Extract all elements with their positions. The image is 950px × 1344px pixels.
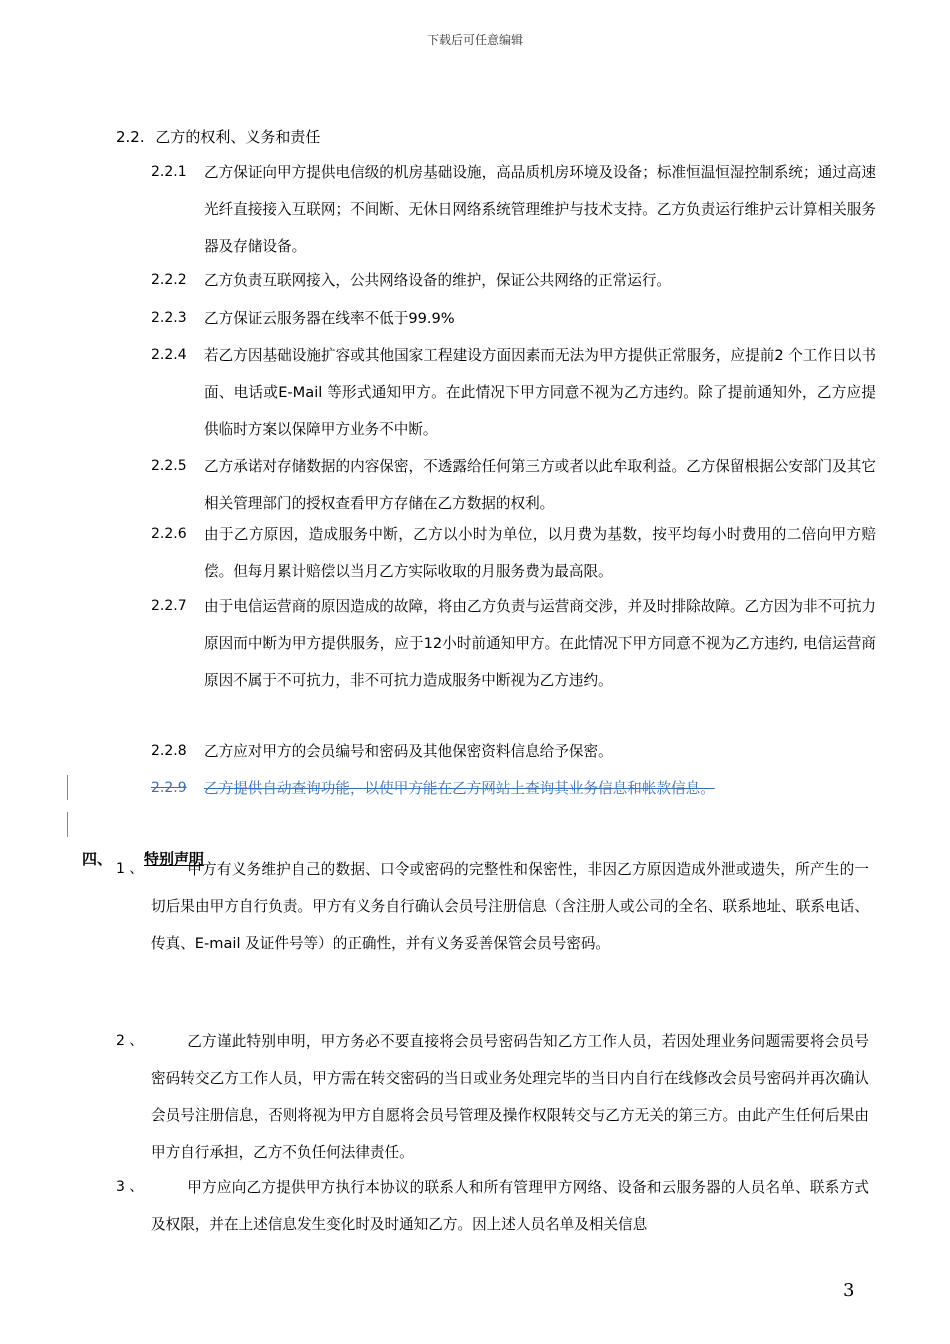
section-2-2-heading — [116, 125, 320, 149]
statement-number: 1 、 — [116, 861, 144, 877]
clause-text: 乙方负责互联网接入，公共网络设备的维护，保证公共网络的正常运行。 — [204, 272, 672, 289]
revision-bar — [67, 812, 68, 837]
revision-bar — [67, 775, 68, 800]
clause-text: 乙方应对甲方的会员编号和密码及其他保密资料信息给予保密。 — [204, 743, 613, 760]
statement-body: 甲方应向乙方提供甲方执行本协议的联系人和所有管理甲方网络、设备和云服务器的人员名单、联系方式及权限，并在上述信息发生变化时及时通知乙方。因上述人员名单及相关信息 — [151, 1179, 869, 1233]
section-number: 四、 — [82, 850, 113, 868]
page-header: 下载后可任意编辑 — [426, 33, 523, 47]
clause-text: 乙方提供自动查询功能，以使甲方能在乙方网站上查询其业务信息和帐款信息。 — [204, 780, 715, 797]
statement-text — [151, 851, 869, 962]
clause-text: 若乙方因基础设施扩容或其他国家工程建设方面因素而无法为甲方提供正常服务，应提前2 个工作日以书面、电话或E-Mail 等形式通知甲方。在此情况下甲方同意不视为乙方违约。除了提前通知外，乙方应提供临时方案以保障甲方业务不中断。 — [204, 347, 876, 438]
clause-number: 2.2.1 — [151, 164, 187, 180]
statement-body: 乙方谨此特别申明，甲方务必不要直接将会员号密码告知乙方工作人员，若因处理业务问题需要将会员号密码转交乙方工作人员，甲方需在转交密码的当日或业务处理完毕的当日内自行在线修改会员号密码并再次确认会员号注册信息，否则将视为甲方自愿将会员号管理及操作权限转交与乙方无关的第三方。由此产生任何后果由甲方自行承担，乙方不负任何法律责任。 — [151, 1033, 869, 1161]
clause-text: 由于乙方原因，造成服务中断，乙方以小时为单位，以月费为基数，按平均每小时费用的二倍向甲方赔偿。但每月累计赔偿以当月乙方实际收取的月服务费为最高限。 — [204, 526, 876, 580]
statement-number: 2 、 — [116, 1033, 144, 1049]
clause-number: 2.2.4 — [151, 347, 187, 363]
page-number: 3 — [843, 1280, 855, 1301]
clause-number: 2.2.2 — [151, 272, 187, 288]
clause-number: 2.2.7 — [151, 598, 187, 614]
clause-text: 由于电信运营商的原因造成的故障，将由乙方负责与运营商交涉，并及时排除故障。乙方因为非不可抗力原因而中断为甲方提供服务，应于12小时前通知甲方。在此情况下甲方同意不视为乙方违约, 电信运营商原因不属于不可抗力，非不可抗力造成服务中断视为乙方违约。 — [204, 598, 876, 689]
clause-text: 乙方承诺对存储数据的内容保密，不透露给任何第三方或者以此牟取利益。乙方保留根据公安部门及其它相关管理部门的授权查看甲方存储在乙方数据的权利。 — [204, 458, 876, 512]
clause-number: 2.2.5 — [151, 458, 187, 474]
clause-text: 乙方保证云服务器在线率不低于99.9% — [204, 310, 455, 327]
clause-number: 2.2.8 — [151, 743, 187, 759]
clause-text: 乙方保证向甲方提供电信级的机房基础设施，高品质机房环境及设备；标准恒温恒湿控制系统；通过高速光纤直接接入互联网；不间断、无休日网络系统管理维护与技术支持。乙方负责运行维护云计算相关服务器及存储设备。 — [204, 164, 876, 255]
clause-number: 2.2.9 — [151, 780, 187, 796]
section-number: 2.2. — [116, 128, 145, 146]
clause-number: 2.2.6 — [151, 526, 187, 542]
clause-number: 2.2.3 — [151, 310, 187, 326]
section-title: 特别声明 — [144, 850, 205, 868]
statement-text — [151, 1023, 869, 1171]
statement-number: 3 、 — [116, 1179, 144, 1195]
statement-body: 甲方有义务维护自己的数据、口令或密码的完整性和保密性，非因乙方原因造成外泄或遗失，所产生的一切后果由甲方自行负责。甲方有义务自行确认会员号注册信息（含注册人或公司的全名、联系地址、联系电话、传真、E-mail 及证件号等）的正确性，并有义务妥善保管会员号密码。 — [151, 861, 869, 952]
section-title: 乙方的权利、义务和责任 — [155, 128, 321, 146]
statement-text — [151, 1169, 869, 1243]
